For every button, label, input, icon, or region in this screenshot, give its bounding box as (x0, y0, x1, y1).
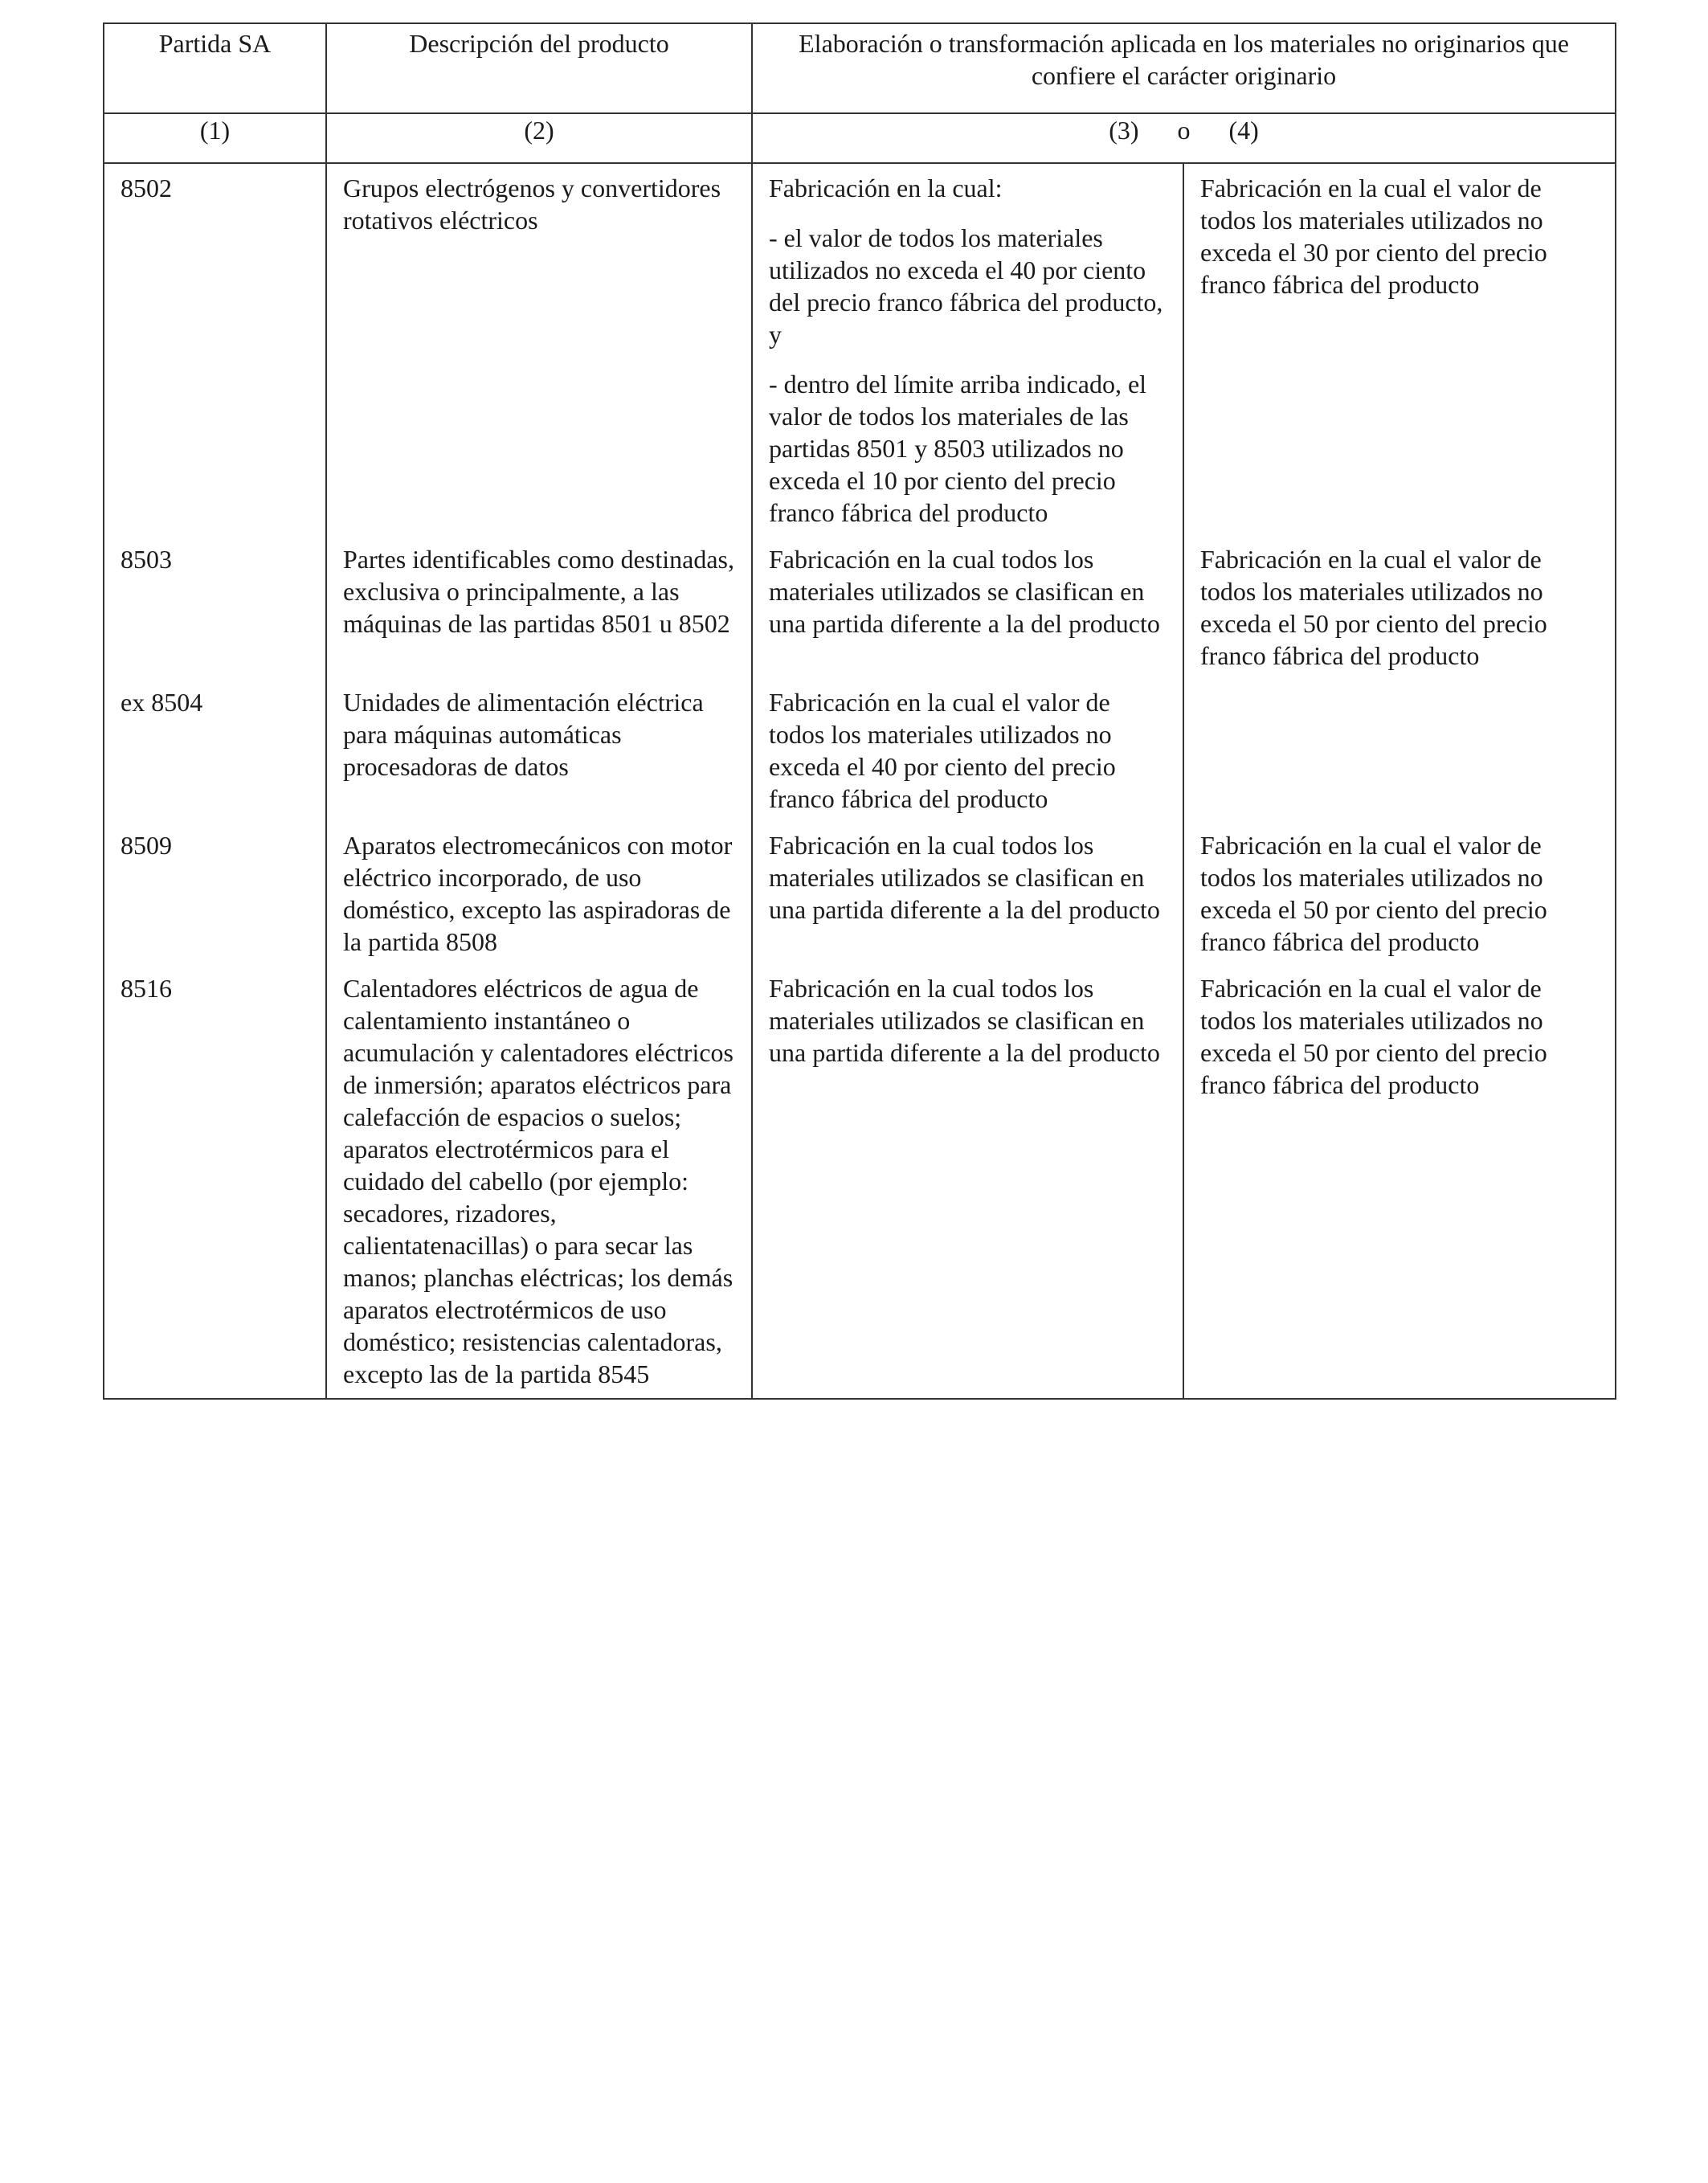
row-rule-col3 (752, 964, 1183, 1399)
row-rule-col3 (752, 821, 1183, 964)
column-number-2: (2) (326, 113, 752, 163)
rule-paragraph: Fabricación en la cual el valor de todos los materiales utilizados no exceda el 40 por ciento del precio franco fábrica del producto (769, 688, 1116, 813)
row-rule-col3 (752, 535, 1183, 678)
table-row (104, 678, 1616, 821)
row-code: 8503 (104, 535, 326, 678)
row-rule-col4: Fabricación en la cual el valor de todos los materiales utilizados no exceda el 50 por ciento del precio franco fábrica del producto (1183, 964, 1616, 1399)
table-header-row (104, 23, 1616, 113)
origin-rules-table (103, 22, 1616, 1400)
rule-paragraph: Fabricación en la cual todos los materiales utilizados se clasifican en una partida diferente a la del producto (769, 974, 1160, 1067)
row-code: 8516 (104, 964, 326, 1399)
row-description: Aparatos electromecánicos con motor eléctrico incorporado, de uso doméstico, excepto las aspiradoras de la partida 8508 (326, 821, 752, 964)
table-row (104, 821, 1616, 964)
row-description: Unidades de alimentación eléctrica para máquinas automáticas procesadoras de datos (326, 678, 752, 821)
table-row (104, 163, 1616, 535)
row-description: Calentadores eléctricos de agua de calentamiento instantáneo o acumulación y calentadores eléctricos de inmersión; aparatos eléctricos para calefacción de espacios o suelos; aparatos electrotérmicos para el cuidado del cabello (por ejemplo: secadores, rizadores, calientatenacillas) o para secar las manos; planchas eléctricas; los demás aparatos electrotérmicos de uso doméstico; resistencias calentadoras, excepto las de la partida 8545 (326, 964, 752, 1399)
row-rule-col3 (752, 678, 1183, 821)
column-or-label: o (1177, 116, 1191, 145)
row-rule-col3 (752, 163, 1183, 535)
column-number-1: (1) (104, 113, 326, 163)
rule-paragraph: - el valor de todos los materiales utilizados no exceda el 40 por ciento del precio franco fábrica del producto, y (769, 223, 1163, 349)
header-elaboracion: Elaboración o transformación aplicada en los materiales no originarios que confiere el carácter originario (752, 23, 1616, 113)
row-code: 8509 (104, 821, 326, 964)
row-code: 8502 (104, 163, 326, 535)
column-number-row (104, 113, 1616, 163)
column-number-3-4 (752, 113, 1616, 163)
row-rule-col4: Fabricación en la cual el valor de todos los materiales utilizados no exceda el 50 por ciento del precio franco fábrica del producto (1183, 821, 1616, 964)
row-description: Grupos electrógenos y convertidores rotativos eléctricos (326, 163, 752, 535)
column-number-4: (4) (1228, 116, 1259, 145)
column-number-3: (3) (1109, 116, 1139, 145)
row-rule-col4: Fabricación en la cual el valor de todos los materiales utilizados no exceda el 30 por ciento del precio franco fábrica del producto (1183, 163, 1616, 535)
rule-paragraph: - dentro del límite arriba indicado, el valor de todos los materiales de las partidas 8501 y 8503 utilizados no exceda el 10 por ciento del precio franco fábrica del producto (769, 370, 1147, 527)
table-row (104, 535, 1616, 678)
rule-paragraph: Fabricación en la cual todos los materiales utilizados se clasifican en una partida diferente a la del producto (769, 545, 1160, 638)
table-row (104, 964, 1616, 1399)
row-description: Partes identificables como destinadas, exclusiva o principalmente, a las máquinas de las partidas 8501 u 8502 (326, 535, 752, 678)
row-rule-col4: Fabricación en la cual el valor de todos los materiales utilizados no exceda el 50 por ciento del precio franco fábrica del producto (1183, 535, 1616, 678)
header-partida-sa: Partida SA (104, 23, 326, 113)
row-rule-col4 (1183, 678, 1616, 821)
rule-paragraph: Fabricación en la cual todos los materiales utilizados se clasifican en una partida diferente a la del producto (769, 831, 1160, 924)
header-descripcion: Descripción del producto (326, 23, 752, 113)
row-code: ex 8504 (104, 678, 326, 821)
rule-paragraph: Fabricación en la cual: (769, 174, 1003, 202)
